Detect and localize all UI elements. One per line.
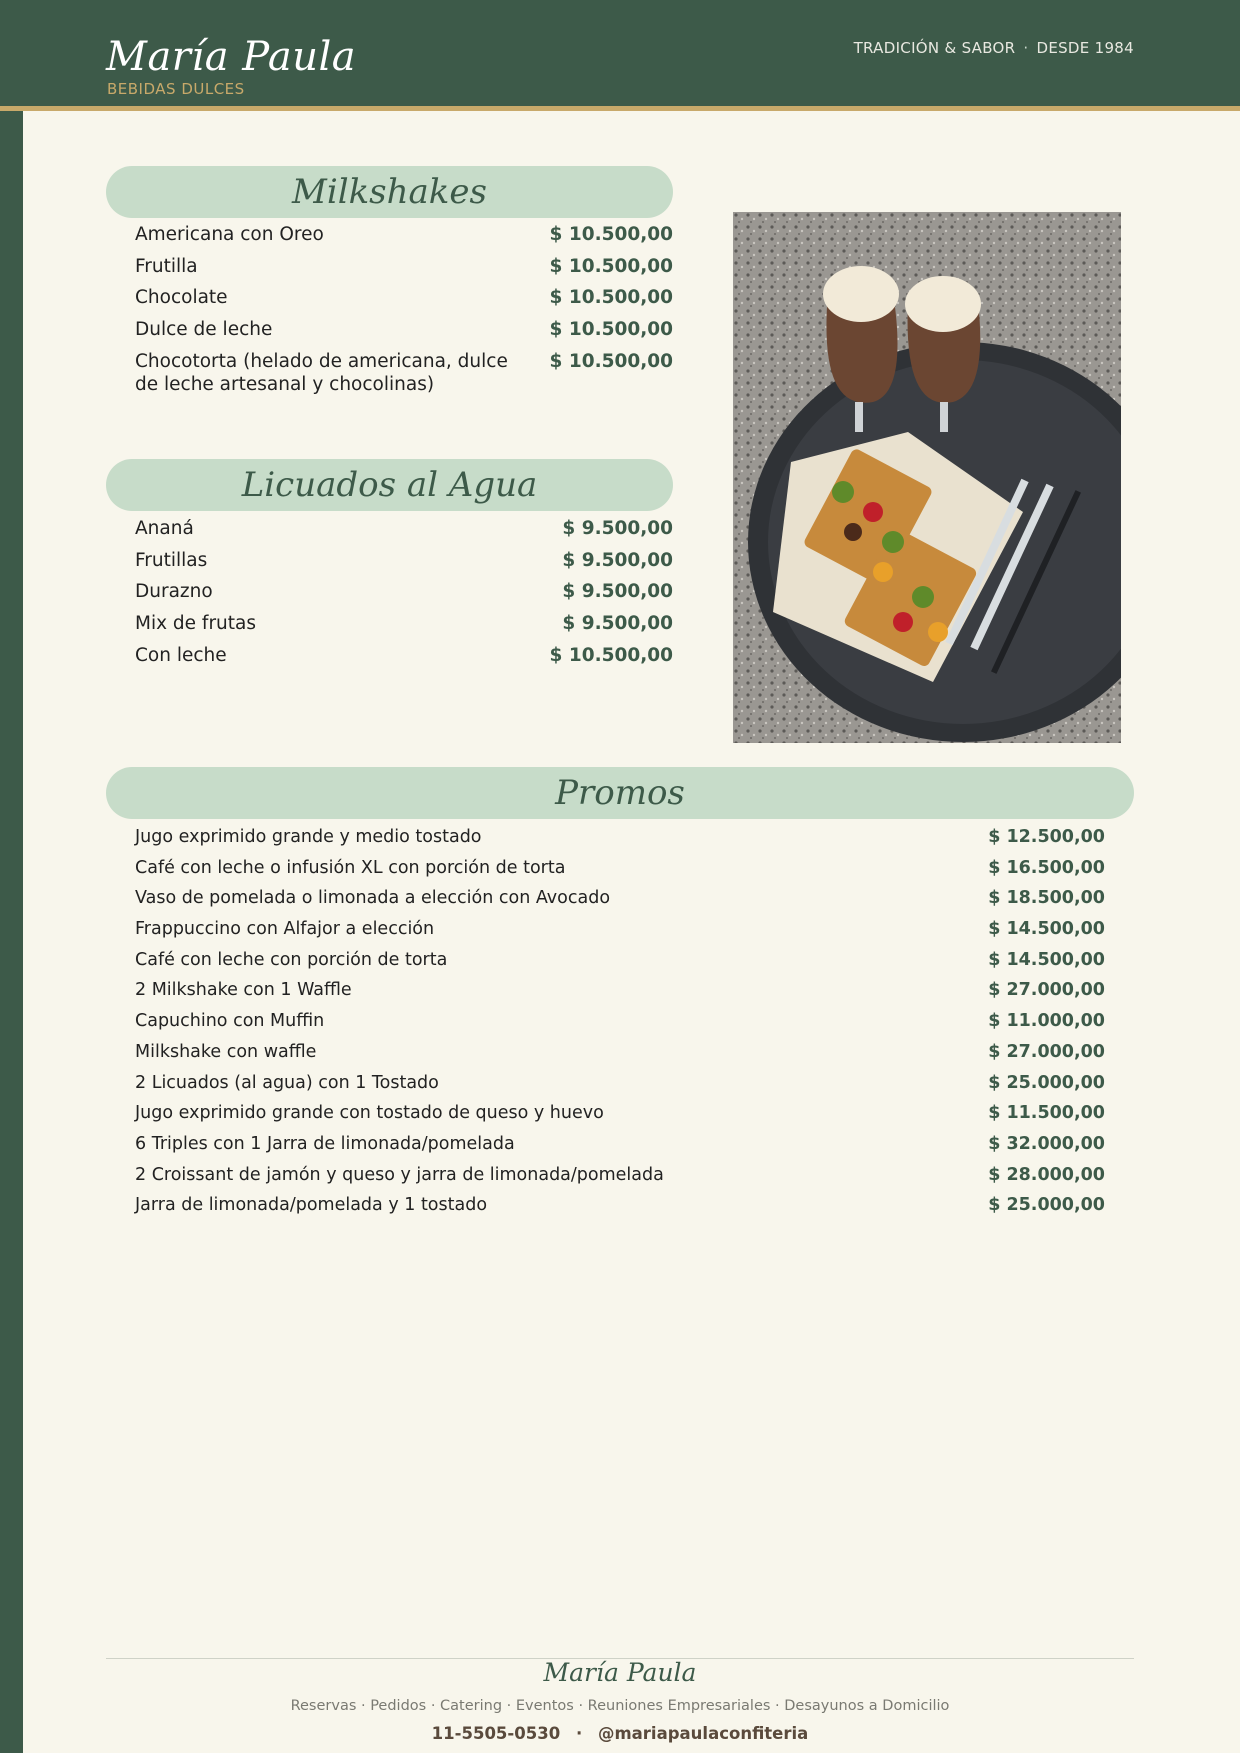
menu-item-price: $ 9.500,00 bbox=[562, 518, 673, 539]
menu-item-name: Frutilla bbox=[135, 255, 198, 277]
menu-item-name: Milkshake con waffle bbox=[135, 1041, 317, 1062]
menu-item bbox=[135, 918, 1105, 949]
footer-social-handle[interactable]: @mariapaulaconfiteria bbox=[597, 1724, 809, 1743]
menu-item-price: $ 10.500,00 bbox=[549, 287, 673, 309]
menu-item-name: Jugo exprimido grande con tostado de queso y huevo bbox=[135, 1103, 604, 1124]
menu-item-price: $ 16.500,00 bbox=[988, 857, 1105, 878]
promos-list bbox=[135, 826, 1105, 1225]
side-accent-bar bbox=[0, 0, 23, 1753]
menu-item-price: $ 25.000,00 bbox=[988, 1195, 1105, 1216]
menu-item-price: $ 27.000,00 bbox=[988, 980, 1105, 1001]
menu-item bbox=[135, 1102, 1105, 1133]
menu-item bbox=[135, 612, 673, 644]
footer-separator: · bbox=[575, 1724, 583, 1743]
menu-item bbox=[135, 826, 1105, 857]
menu-item-price: $ 10.500,00 bbox=[549, 319, 673, 341]
menu-item bbox=[135, 1164, 1105, 1195]
footer-services: Reservas · Pedidos · Catering · Eventos · Reuniones Empresariales · Desayunos a Domicilio bbox=[290, 1698, 950, 1714]
menu-item-price: $ 10.500,00 bbox=[549, 224, 673, 245]
menu-item-name: 2 Croissant de jamón y queso y jarra de limonada/pomelada bbox=[135, 1164, 664, 1185]
menu-item-price: $ 9.500,00 bbox=[562, 613, 673, 635]
menu-item-name: Jarra de limonada/pomelada y 1 tostado bbox=[135, 1195, 488, 1216]
menu-item bbox=[135, 350, 673, 396]
page-header bbox=[0, 0, 1240, 107]
licuados-list bbox=[135, 517, 673, 675]
menu-item-price: $ 11.500,00 bbox=[988, 1103, 1105, 1124]
menu-item-name: Durazno bbox=[135, 581, 213, 603]
menu-item-name: 2 Licuados (al agua) con 1 Tostado bbox=[135, 1072, 439, 1093]
header-tagline bbox=[854, 39, 1134, 57]
brand-subtitle: BEBIDAS DULCES bbox=[107, 80, 245, 98]
menu-item-name: Café con leche o infusión XL con porción de torta bbox=[135, 857, 566, 878]
menu-item-name: Vaso de pomelada o limonada a elección con Avocado bbox=[135, 888, 611, 909]
brand-name: María Paula bbox=[106, 34, 357, 80]
menu-item-price: $ 11.000,00 bbox=[988, 1011, 1105, 1032]
menu-item-name: Café con leche con porción de torta bbox=[135, 949, 448, 970]
menu-item-price: $ 10.500,00 bbox=[549, 350, 673, 372]
menu-item bbox=[135, 255, 673, 287]
menu-item-name: 2 Milkshake con 1 Waffle bbox=[135, 980, 352, 1001]
menu-item-name: Americana con Oreo bbox=[135, 224, 324, 245]
menu-item bbox=[135, 1133, 1105, 1164]
footer-contact bbox=[0, 1724, 1240, 1743]
menu-item bbox=[135, 979, 1105, 1010]
tagline-right: DESDE 1984 bbox=[1036, 39, 1134, 57]
footer-brand-name: María Paula bbox=[543, 1658, 697, 1687]
menu-item-name: Con leche bbox=[135, 644, 227, 666]
menu-item-name: 6 Triples con 1 Jarra de limonada/pomelada bbox=[135, 1133, 515, 1154]
section-title: Licuados al Agua bbox=[241, 465, 538, 505]
menu-item bbox=[135, 549, 673, 581]
section-heading-milkshakes bbox=[106, 166, 673, 218]
menu-item bbox=[135, 223, 673, 255]
menu-item-price: $ 12.500,00 bbox=[988, 827, 1105, 847]
menu-item bbox=[135, 1072, 1105, 1103]
menu-item bbox=[135, 644, 673, 676]
menu-item bbox=[135, 1010, 1105, 1041]
section-heading-licuados bbox=[106, 459, 673, 511]
menu-item-name: Dulce de leche bbox=[135, 319, 273, 341]
menu-item-name: Chocolate bbox=[135, 287, 228, 309]
menu-item-price: $ 10.500,00 bbox=[549, 255, 673, 277]
menu-item bbox=[135, 857, 1105, 888]
section-title: Promos bbox=[555, 773, 685, 813]
menu-item-price: $ 14.500,00 bbox=[988, 919, 1105, 940]
section-heading-promos bbox=[106, 767, 1134, 819]
tagline-left: TRADICIÓN & SABOR bbox=[853, 39, 1016, 57]
menu-item bbox=[135, 1194, 1105, 1225]
menu-item bbox=[135, 286, 673, 318]
food-photo bbox=[733, 212, 1121, 743]
menu-item-price: $ 32.000,00 bbox=[988, 1133, 1105, 1154]
menu-item-name: Mix de frutas bbox=[135, 613, 257, 635]
menu-item bbox=[135, 318, 673, 350]
header-divider bbox=[0, 106, 1240, 111]
menu-item bbox=[135, 1041, 1105, 1072]
menu-item-name: Frappuccino con Alfajor a elección bbox=[135, 919, 435, 940]
menu-item-price: $ 14.500,00 bbox=[988, 949, 1105, 970]
menu-item bbox=[135, 949, 1105, 980]
footer-phone[interactable]: 11-5505-0530 bbox=[431, 1724, 561, 1743]
menu-item-price: $ 9.500,00 bbox=[562, 581, 673, 603]
menu-item-price: $ 9.500,00 bbox=[562, 549, 673, 571]
menu-item-price: $ 27.000,00 bbox=[988, 1041, 1105, 1062]
menu-item bbox=[135, 517, 673, 549]
tagline-separator: · bbox=[1023, 39, 1029, 57]
section-title: Milkshakes bbox=[292, 172, 487, 212]
milkshakes-list bbox=[135, 223, 673, 396]
menu-item-name: Jugo exprimido grande y medio tostado bbox=[135, 827, 482, 847]
menu-item-name: Chocotorta (helado de americana, dulce de leche artesanal y chocolinas) bbox=[135, 350, 508, 395]
menu-item bbox=[135, 887, 1105, 918]
menu-item-price: $ 10.500,00 bbox=[549, 644, 673, 666]
menu-item-price: $ 25.000,00 bbox=[988, 1072, 1105, 1093]
menu-item-price: $ 28.000,00 bbox=[988, 1164, 1105, 1185]
menu-item-price: $ 18.500,00 bbox=[988, 888, 1105, 909]
menu-item bbox=[135, 580, 673, 612]
menu-item-name: Capuchino con Muffin bbox=[135, 1011, 325, 1032]
menu-item-name: Ananá bbox=[135, 518, 194, 539]
menu-item-name: Frutillas bbox=[135, 549, 208, 571]
